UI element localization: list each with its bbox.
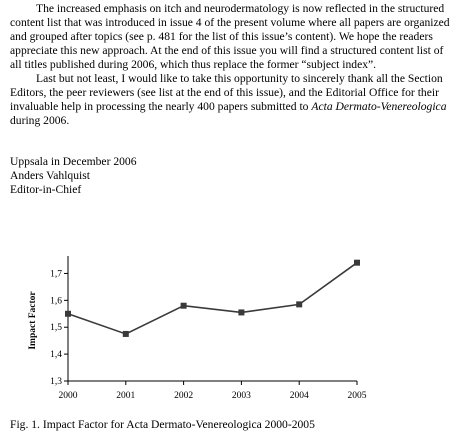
signature-place-date: Uppsala in December 2006 xyxy=(10,155,137,168)
x-tick-label: 2004 xyxy=(289,391,309,401)
impact-factor-chart xyxy=(0,250,464,410)
article-body xyxy=(10,2,454,128)
paragraph-2-text-before: Last but not least, I would like to take this opportunity to sincerely thank all the Section Editors, the peer reviewers (see list at the end of this issue), and the Editorial Office for their invaluable help in processing the nearly 400 papers submitted to xyxy=(10,72,443,113)
data-point xyxy=(296,301,302,307)
x-tick-label: 2005 xyxy=(347,391,367,401)
signature-block xyxy=(10,155,137,197)
data-point xyxy=(181,303,187,309)
paragraph-2-text-after: during 2006. xyxy=(10,114,70,127)
x-tick-label: 2003 xyxy=(231,391,251,401)
signature-role: Editor-in-Chief xyxy=(10,183,82,196)
y-tick-label: 1,6 xyxy=(50,296,62,307)
y-tick-label: 1,4 xyxy=(50,350,62,361)
data-point xyxy=(238,309,244,315)
y-tick-label: 1,5 xyxy=(50,323,62,334)
paragraph-1: The increased emphasis on itch and neurodermatology is now reflected in the structured content list that was introduced in issue 4 of the present volume where all papers are organized and grouped after topics (see p. 481 for the list of this issue’s content). We hope the readers appreciate this new approach. At the end of this issue you will find a structured content list of all titles published during 2006, which thus replace the former “subject index”. xyxy=(10,2,450,71)
series-line xyxy=(68,263,357,334)
y-tick-label: 1,3 xyxy=(50,377,62,387)
journal-title: Acta Dermato-Venereologica xyxy=(311,100,447,113)
data-point xyxy=(354,260,360,266)
figure-caption: Fig. 1. Impact Factor for Acta Dermato-Venereologica 2000-2005 xyxy=(10,418,315,431)
data-point xyxy=(65,311,71,317)
paragraph-2 xyxy=(10,72,454,128)
y-tick-label: 1,7 xyxy=(50,269,62,280)
y-axis-label: Impact Factor xyxy=(28,291,38,350)
signature-name: Anders Vahlquist xyxy=(10,169,90,182)
x-tick-label: 2001 xyxy=(116,391,136,401)
x-tick-label: 2000 xyxy=(58,391,78,401)
data-point xyxy=(123,331,129,337)
x-tick-label: 2002 xyxy=(174,391,194,401)
